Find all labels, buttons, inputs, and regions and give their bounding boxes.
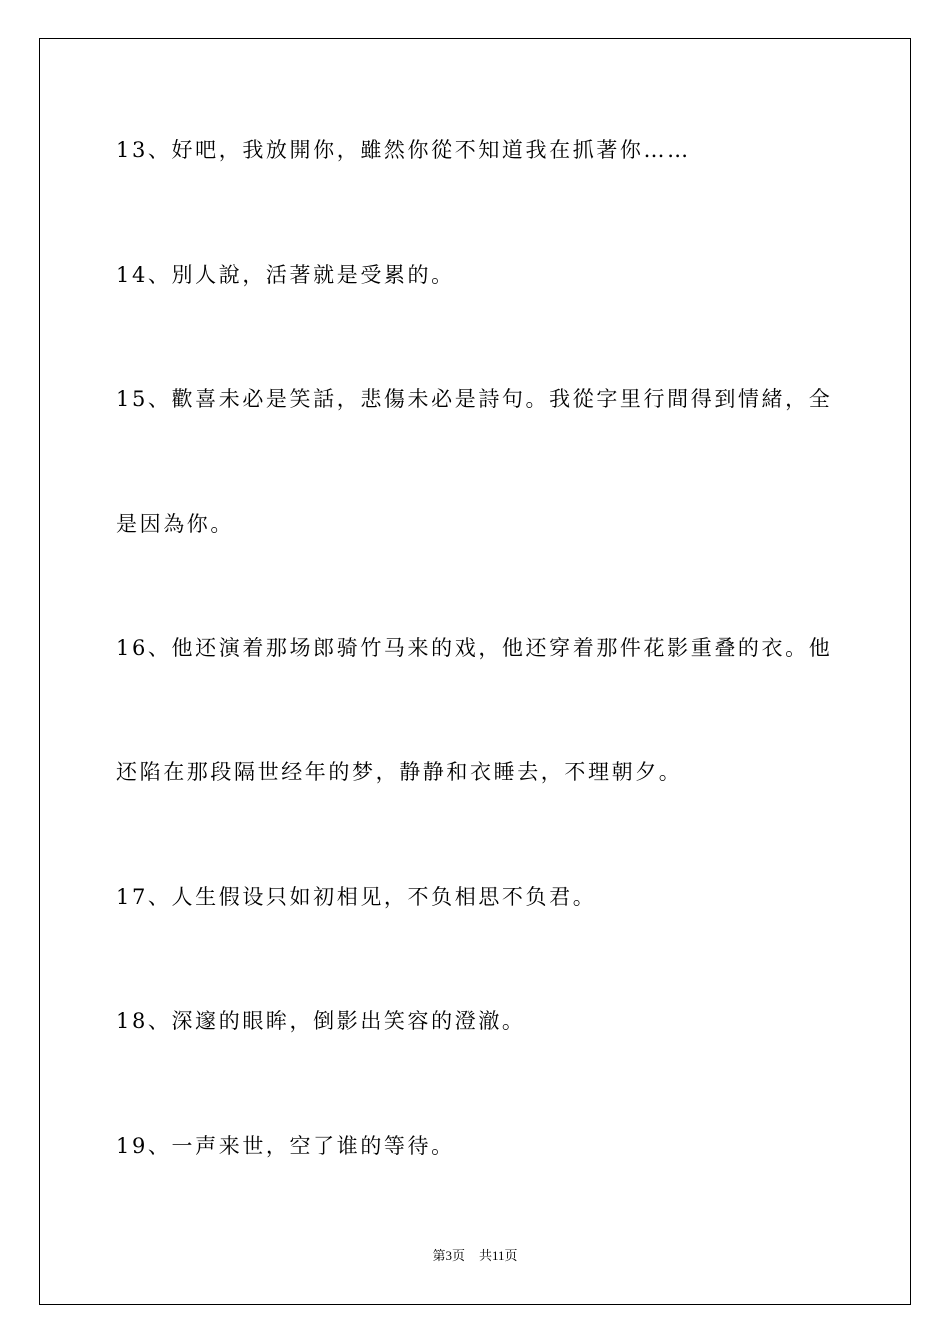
text-line-13: 13、好吧，我放開你，雖然你從不知道我在抓著你…… [116, 138, 691, 162]
current-page-number: 第3页 [432, 1248, 465, 1263]
total-pages: 共11页 [478, 1248, 518, 1263]
text-line-16-continued: 还陷在那段隔世经年的梦，静静和衣睡去，不理朝夕。 [116, 760, 683, 784]
text-line-15-continued: 是因為你。 [116, 512, 234, 536]
text-line-16: 16、他还演着那场郎骑竹马来的戏，他还穿着那件花影重叠的衣。他 [116, 636, 833, 660]
text-line-18: 18、深邃的眼眸，倒影出笑容的澄澈。 [116, 1009, 526, 1033]
page-border [39, 38, 911, 1305]
text-line-15: 15、歡喜未必是笑話，悲傷未必是詩句。我從字里行間得到情緒，全 [116, 387, 833, 411]
page-footer [0, 1248, 950, 1264]
text-line-14: 14、別人說，活著就是受累的。 [116, 263, 455, 287]
text-line-17: 17、人生假设只如初相见，不负相思不负君。 [116, 885, 597, 909]
text-line-19: 19、一声来世，空了谁的等待。 [116, 1134, 455, 1158]
